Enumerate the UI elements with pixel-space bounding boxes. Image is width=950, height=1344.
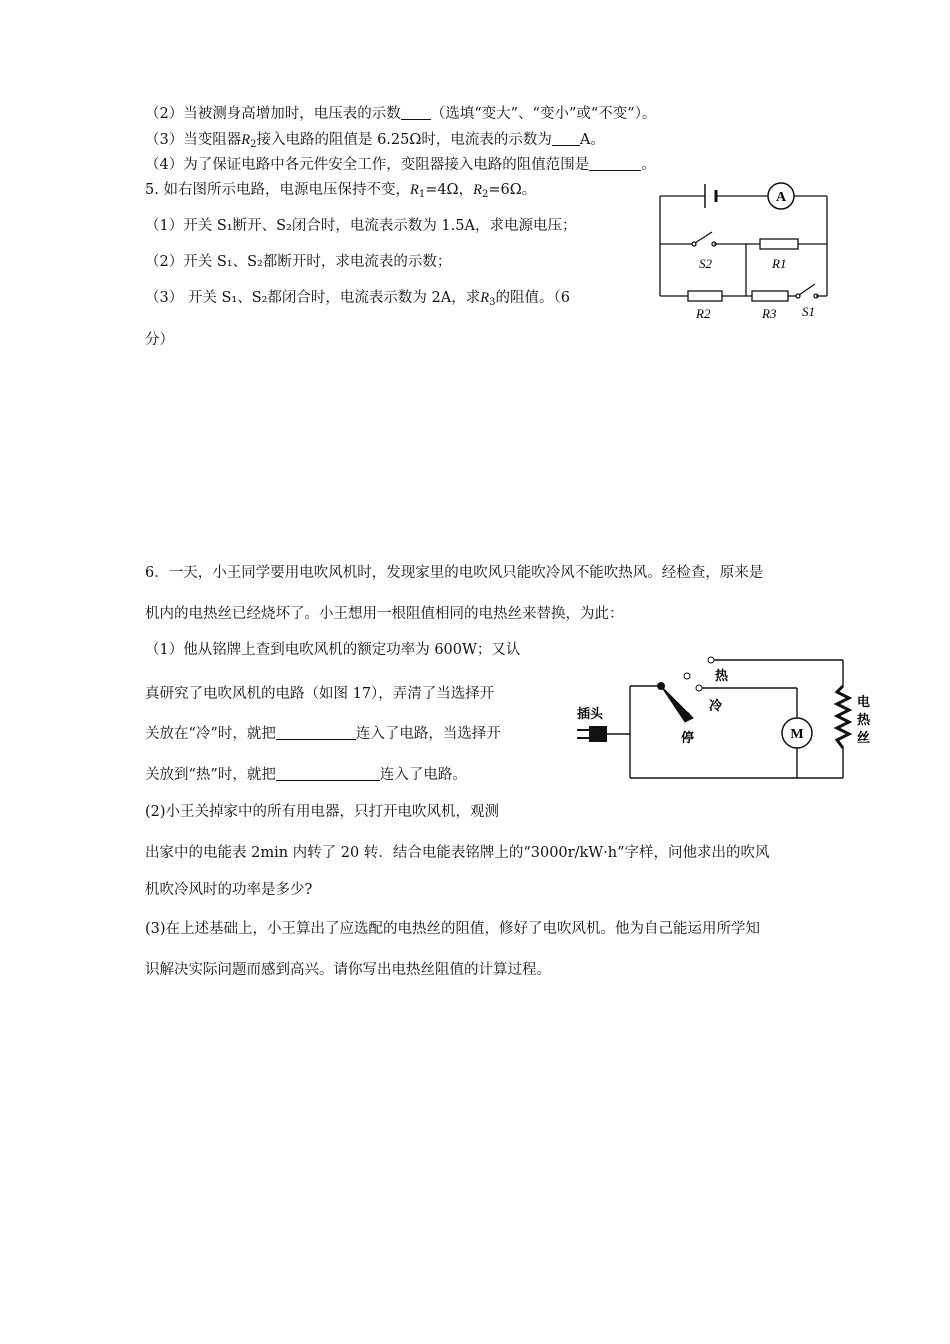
q4-part2 xyxy=(145,104,656,124)
q4-part3-sub: 2 xyxy=(250,139,257,150)
q5-part1: （1）开关 S₁断开、S₂闭合时，电流表示数为 1.5A，求电源电压； xyxy=(145,218,577,234)
heater-label-1: 电 xyxy=(857,694,871,709)
q5-r1-val: =4Ω， xyxy=(425,182,474,198)
q6-line3: （1）他从铭牌上查到电吹风机的额定功率为 600W；又认 xyxy=(145,642,521,658)
q5-part2: （2）开关 S₁、S₂都断开时，求电流表的示数； xyxy=(145,254,452,270)
stop-label: 停 xyxy=(681,730,695,745)
q6-line5-text-b: 连入了电路，当选择开 xyxy=(355,726,501,742)
q6-line4: 真研究了电吹风机的电路（如图 17），弄清了当选择开 xyxy=(145,686,495,702)
q4-part2-text-b: （选填“变大”、“变小”或“不变”）。 xyxy=(430,106,657,122)
q4-part2-text-a: （2）当被测身高增加时，电压表的示数 xyxy=(145,106,401,122)
selector-switch-icon xyxy=(658,657,715,722)
q5-circuit-diagram xyxy=(650,178,835,323)
q4-part4 xyxy=(145,155,656,175)
q6-hot-blank[interactable] xyxy=(276,766,380,781)
switch-s1-icon xyxy=(796,284,818,298)
q6-line5-text-a: 关放在“冷”时，就把 xyxy=(145,726,276,742)
q4-part4-text-b: 。 xyxy=(641,157,656,173)
heater-label-2: 热 xyxy=(857,712,871,727)
q5-part3-cont: 分） xyxy=(145,332,174,348)
q4-part3-blank[interactable] xyxy=(552,131,580,146)
q6-line5 xyxy=(145,724,501,744)
q6-line8: 出家中的电能表 2min 内转了 20 转．结合电能表铭牌上的“3000r/kW·h”字样，问他求出的吹风 xyxy=(145,845,770,861)
q5-r1-var: R xyxy=(409,182,419,198)
q5-part3-text-b: 的阻值。（6 xyxy=(495,290,570,306)
q4-part4-text-a: （4）为了保证电路中各元件安全工作，变阻器接入电路的阻值范围是 xyxy=(145,157,590,173)
q6-line2: 机内的电热丝已经烧坏了。小王想用一根阻值相同的电热丝来替换，为此： xyxy=(145,606,624,622)
q6-cold-blank[interactable] xyxy=(276,725,356,740)
motor-label: M xyxy=(790,727,804,742)
q4-part3 xyxy=(145,130,605,155)
q5-intro-text: 5. 如右图所示电路，电源电压保持不变， xyxy=(145,182,410,198)
q5-r2-var: R xyxy=(473,182,482,198)
plug-label: 插头 xyxy=(577,706,604,721)
switch-s2-icon xyxy=(692,232,716,246)
hot-label: 热 xyxy=(715,668,729,683)
resistor-r3-icon xyxy=(752,291,788,301)
q6-line10: (3)在上述基础上，小王算出了应选配的电热丝的阻值，修好了电吹风机。他为自己能运用所学知 xyxy=(145,921,761,937)
q5-part3-var: R xyxy=(480,290,490,306)
q5-part3 xyxy=(145,288,570,313)
q4-part2-blank[interactable] xyxy=(401,105,431,120)
ammeter-label: A xyxy=(775,190,787,205)
plug-icon xyxy=(577,726,607,742)
q4-part3-var: R xyxy=(241,132,251,148)
label-s2: S2 xyxy=(699,256,712,271)
q5-intro xyxy=(145,180,536,205)
q4-part3-text-c: A。 xyxy=(579,132,605,148)
resistor-r2-icon xyxy=(688,291,722,301)
cold-label: 冷 xyxy=(709,698,723,713)
q6-line9: 机吹冷风时的功率是多少? xyxy=(145,882,313,898)
q4-part3-text-a: （3）当变阻器 xyxy=(145,132,242,148)
q6-line6 xyxy=(145,765,467,785)
q5-part3-text-a: （3） 开关 S₁、S₂都闭合时，电流表示数为 2A，求 xyxy=(145,290,481,306)
q5-part3-sub: 3 xyxy=(489,297,496,308)
q6-line6-text-b: 连入了电路。 xyxy=(379,767,467,783)
label-r2: R2 xyxy=(696,306,711,321)
heater-label-3: 丝 xyxy=(857,730,871,745)
q4-part3-text-b: 接入电路的阻值是 6.25Ω时，电流表的示数为 xyxy=(256,132,552,148)
heater-coil-icon xyxy=(837,686,849,748)
q6-line6-text-a: 关放到“热”时，就把 xyxy=(145,767,276,783)
q6-hairdryer-circuit-diagram xyxy=(575,648,875,788)
label-r3: R3 xyxy=(762,306,777,321)
q5-r2-val: =6Ω。 xyxy=(488,182,537,198)
q6-line11: 识解决实际问题而感到高兴。请你写出电热丝阻值的计算过程。 xyxy=(145,962,551,978)
resistor-r1-icon xyxy=(760,239,798,249)
q5-r2-sub: 2 xyxy=(481,189,489,200)
label-r1: R1 xyxy=(772,256,787,271)
label-s1: S1 xyxy=(802,304,815,319)
q6-line1: 6．一天，小王同学要用电吹风机时，发现家里的电吹风只能吹冷风不能吹热风。经检查，原来是 xyxy=(145,565,764,581)
q4-part4-blank[interactable] xyxy=(589,156,641,171)
q5-r1-sub: 1 xyxy=(418,189,426,200)
q6-line7: (2)小王关掉家中的所有用电器，只打开电吹风机，观测 xyxy=(145,804,500,820)
